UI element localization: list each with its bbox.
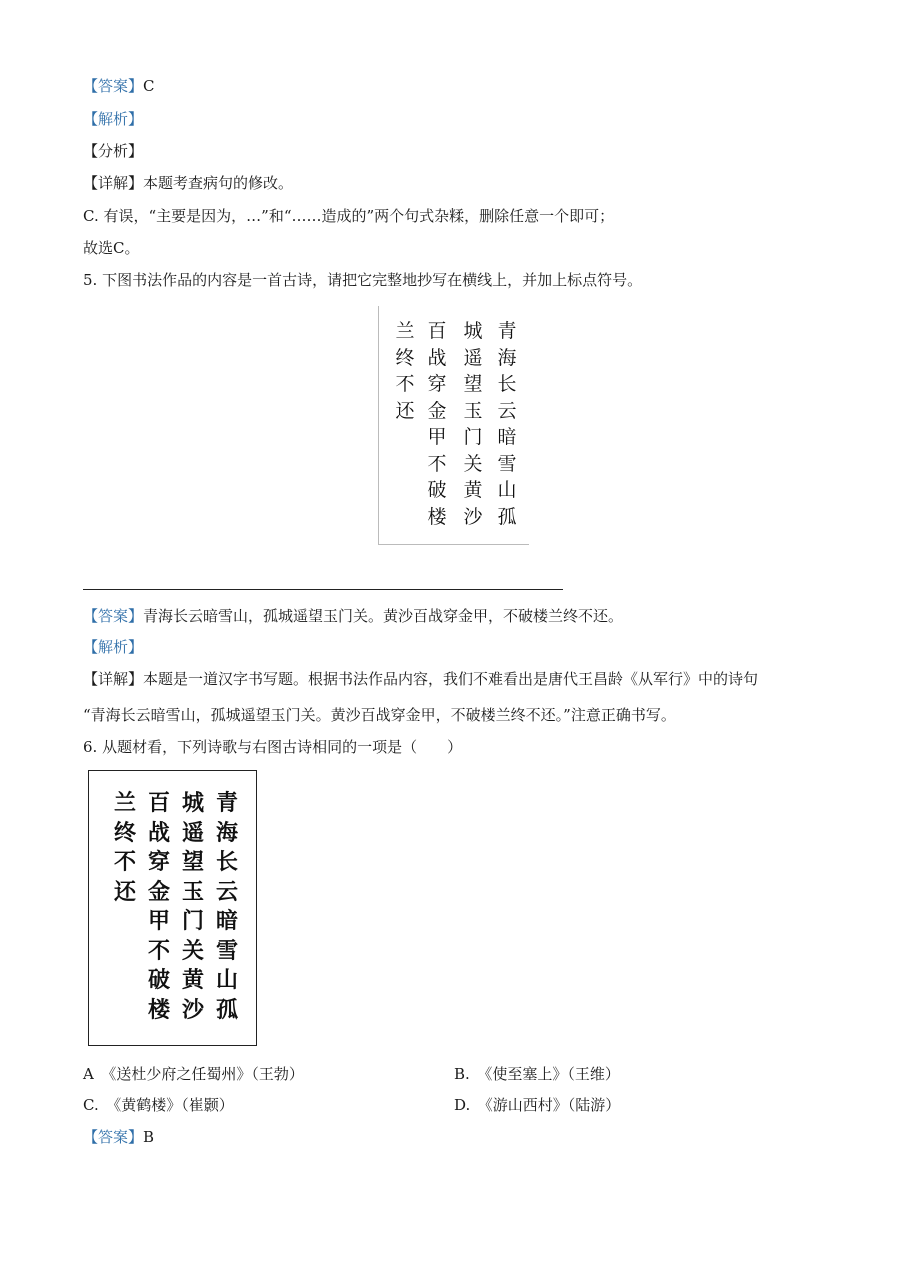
answer-text: 青海长云暗雪山，孤城遥望玉门关。黄沙百战穿金甲，不破楼兰终不还。 xyxy=(143,607,624,625)
calligraphy-char: 玉 xyxy=(463,399,483,422)
calligraphy-char: 黄 xyxy=(463,479,483,501)
option-b-label: B. xyxy=(454,1065,470,1083)
q5-analysis-tag: 【解析】 xyxy=(83,638,144,656)
calligraphy-char: 海 xyxy=(497,346,517,369)
calligraphy-char: 玉 xyxy=(181,879,204,905)
calligraphy-char: 穿 xyxy=(427,373,447,395)
calligraphy-char: 青 xyxy=(497,320,517,342)
detail-tag: 【详解】 xyxy=(83,670,144,688)
calligraphy-char: 终 xyxy=(395,346,415,369)
answer-tag: 【答案】 xyxy=(83,607,144,625)
calligraphy-char: 沙 xyxy=(463,505,483,528)
answer-text: C xyxy=(143,77,155,95)
calligraphy-char: 甲 xyxy=(147,909,170,934)
calligraphy-image-small xyxy=(378,306,529,545)
q6-question: 6. 从题材看，下列诗歌与右图古诗相同的一项是（ ） xyxy=(83,738,463,756)
q5-detail-line1 xyxy=(83,669,758,689)
detail-text: 本题是一道汉字书写题。根据书法作品内容，我们不难看出是唐代王昌龄《从军行》中的诗句 xyxy=(143,670,759,688)
calligraphy-char: 还 xyxy=(395,399,415,422)
calligraphy-char: 不 xyxy=(113,850,136,875)
calligraphy-char: 长 xyxy=(215,850,238,875)
q5-question: 5. 下图书法作品的内容是一首古诗，请把它完整地抄写在横线上，并加上标点符号。 xyxy=(83,271,643,289)
calligraphy-char: 不 xyxy=(395,373,415,395)
option-c[interactable] xyxy=(83,1095,234,1115)
answer-blank-line xyxy=(83,589,563,590)
calligraphy-char: 海 xyxy=(215,820,238,846)
calligraphy-char: 破 xyxy=(427,479,447,501)
calligraphy-char: 穿 xyxy=(147,850,170,875)
option-b-text: 《使至塞上》（王维） xyxy=(484,1065,620,1083)
q4-option-c-explanation: C. 有误，“主要是因为，…”和“……造成的”两个句式杂糅，删除任意一个即可； xyxy=(83,207,615,225)
calligraphy-char: 金 xyxy=(427,399,447,422)
calligraphy-char: 暗 xyxy=(497,426,517,448)
calligraphy-column-2 xyxy=(179,793,207,1029)
calligraphy-char: 兰 xyxy=(395,320,415,342)
calligraphy-char: 还 xyxy=(113,879,136,905)
calligraphy-char: 不 xyxy=(147,938,170,964)
calligraphy-char: 终 xyxy=(113,820,136,846)
calligraphy-char: 门 xyxy=(181,909,204,934)
answer-tag: 【答案】 xyxy=(83,77,144,95)
calligraphy-char: 云 xyxy=(497,399,517,422)
q4-fenxi-tag: 【分析】 xyxy=(83,142,144,160)
calligraphy-column-3 xyxy=(145,793,173,1029)
calligraphy-column-3 xyxy=(425,322,449,534)
q4-choose-line: 故选C。 xyxy=(83,239,140,257)
calligraphy-char: 雪 xyxy=(215,938,238,964)
calligraphy-char: 金 xyxy=(147,879,170,905)
calligraphy-char: 山 xyxy=(497,479,517,501)
calligraphy-char: 甲 xyxy=(427,426,447,448)
calligraphy-char: 沙 xyxy=(181,997,204,1023)
calligraphy-char: 山 xyxy=(215,968,238,993)
calligraphy-char: 望 xyxy=(463,373,483,395)
calligraphy-char: 城 xyxy=(463,320,483,342)
calligraphy-char: 城 xyxy=(181,791,204,816)
calligraphy-char: 楼 xyxy=(147,997,170,1023)
calligraphy-char: 遥 xyxy=(181,820,204,846)
calligraphy-column-1 xyxy=(495,322,519,534)
calligraphy-char: 战 xyxy=(147,820,170,846)
option-b[interactable] xyxy=(454,1064,620,1084)
option-c-label: C. xyxy=(83,1096,99,1114)
calligraphy-column-2 xyxy=(461,322,485,534)
calligraphy-char: 破 xyxy=(147,968,170,993)
q4-detail-line xyxy=(83,173,293,193)
calligraphy-char: 楼 xyxy=(427,505,447,528)
calligraphy-char: 兰 xyxy=(113,791,136,816)
calligraphy-char: 关 xyxy=(463,452,483,475)
calligraphy-char: 孤 xyxy=(497,505,517,528)
q4-answer-line xyxy=(83,76,155,96)
calligraphy-char: 战 xyxy=(427,346,447,369)
calligraphy-char: 孤 xyxy=(215,997,238,1023)
option-d-label: D. xyxy=(454,1096,471,1114)
calligraphy-char: 百 xyxy=(427,320,447,342)
calligraphy-char: 长 xyxy=(497,373,517,395)
calligraphy-char: 青 xyxy=(215,791,238,816)
option-a-label: A xyxy=(83,1065,94,1083)
calligraphy-char: 关 xyxy=(181,938,204,964)
calligraphy-char: 望 xyxy=(181,850,204,875)
detail-text: 本题考查病句的修改。 xyxy=(143,174,294,192)
calligraphy-char: 暗 xyxy=(215,909,238,934)
calligraphy-char: 百 xyxy=(147,791,170,816)
calligraphy-image-framed xyxy=(88,770,257,1046)
calligraphy-char: 不 xyxy=(427,452,447,475)
calligraphy-char: 门 xyxy=(463,426,483,448)
option-d-text: 《游山西村》（陆游） xyxy=(485,1096,621,1114)
option-c-text: 《黄鹤楼》（崔颢） xyxy=(113,1096,234,1114)
option-a-text: 《送杜少府之任蜀州》（王勃） xyxy=(108,1065,304,1083)
q6-answer-line xyxy=(83,1127,154,1147)
calligraphy-char: 遥 xyxy=(463,346,483,369)
option-d[interactable] xyxy=(454,1095,620,1115)
option-a[interactable] xyxy=(83,1064,304,1084)
answer-tag: 【答案】 xyxy=(83,1128,144,1146)
q5-answer-line xyxy=(83,606,623,626)
calligraphy-column-1 xyxy=(213,793,241,1029)
answer-text: B xyxy=(143,1128,155,1146)
calligraphy-column-4 xyxy=(111,793,139,911)
q4-analysis-tag: 【解析】 xyxy=(83,110,144,128)
q5-detail-line2: “青海长云暗雪山，孤城遥望玉门关。黄沙百战穿金甲，不破楼兰终不还。”注意正确书写。 xyxy=(83,706,676,724)
calligraphy-char: 雪 xyxy=(497,452,517,475)
calligraphy-char: 云 xyxy=(215,879,238,905)
calligraphy-column-4 xyxy=(393,322,417,428)
detail-tag: 【详解】 xyxy=(83,174,144,192)
calligraphy-char: 黄 xyxy=(181,968,204,993)
